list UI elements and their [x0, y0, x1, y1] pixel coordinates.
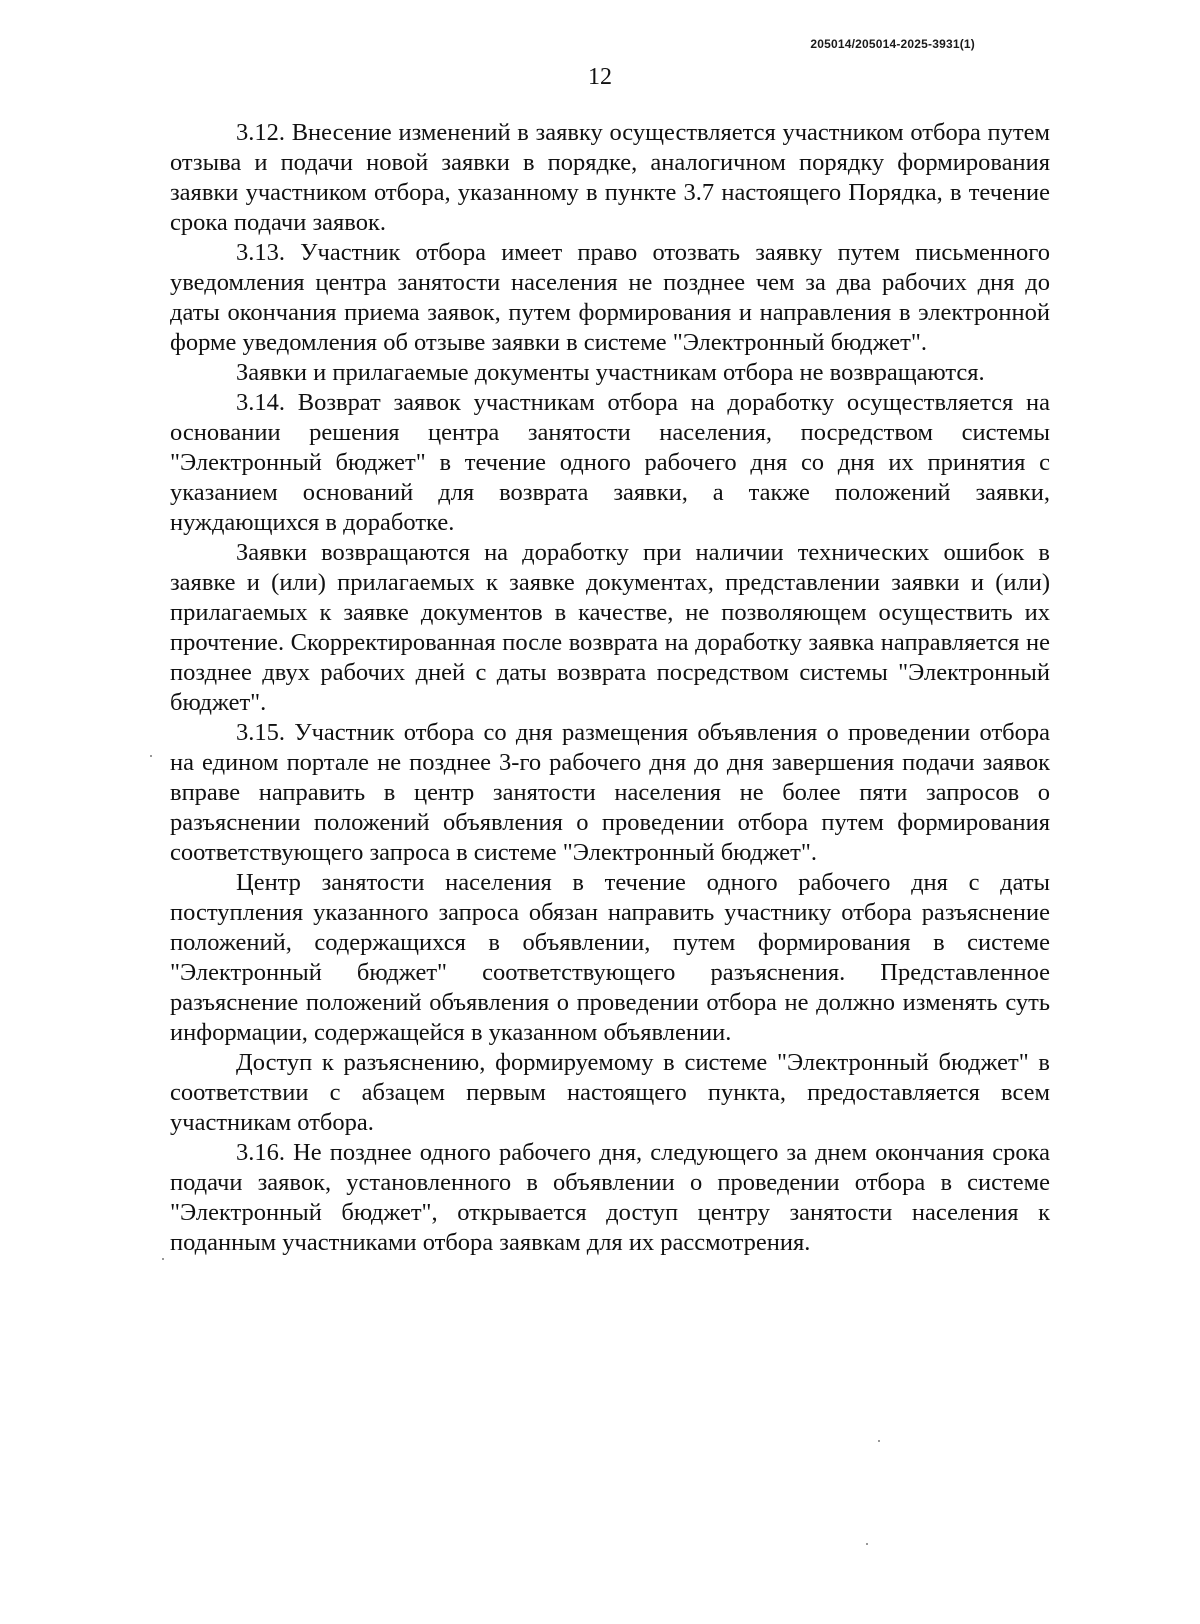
paragraph-3-14: 3.14. Возврат заявок участникам отбора на доработку осуществляется на основании решения центра занятости населения, посредством системы "Электронный бюджет" в течение одного рабочего дня со дня их принятия с указанием оснований для возврата заявки, а также положений заявки, нуждающихся в доработке.	[170, 389, 1050, 536]
document-registration-number: 205014/205014-2025-3931(1)	[810, 37, 975, 51]
paragraph-3-15-response: Центр занятости населения в течение одного рабочего дня с даты поступления указанного запроса обязан направить участнику отбора разъяснение положений, содержащихся в объявлении, путем формирования в системе "Электронный бюджет" соответствующего разъяснения. Представленное разъяснение положений объявления о проведении отбора не должно изменять суть информации, содержащейся в указанном объявлении.	[170, 869, 1050, 1046]
paragraph-3-13-note: Заявки и прилагаемые документы участникам отбора не возвращаются.	[236, 359, 985, 386]
paragraph-3-12: 3.12. Внесение изменений в заявку осуществляется участником отбора путем отзыва и подачи новой заявки в порядке, аналогичном порядку формирования заявки участником отбора, указанному в пункте 3.7 настоящего Порядка, в течение срока подачи заявок.	[170, 119, 1050, 236]
scan-speck	[150, 755, 152, 757]
document-body	[170, 118, 1050, 1258]
page-number: 12	[588, 64, 612, 90]
scan-speck	[866, 1543, 868, 1545]
paragraph-3-15-access: Доступ к разъяснению, формируемому в системе "Электронный бюджет" в соответствии с абзацем первым настоящего пункта, предоставляется всем участникам отбора.	[170, 1049, 1050, 1136]
paragraph-3-13: 3.13. Участник отбора имеет право отозвать заявку путем письменного уведомления центра занятости населения не позднее чем за два рабочих дня до даты окончания приема заявок, путем формирования и направления в электронной форме уведомления об отзыве заявки в системе "Электронный бюджет".	[170, 239, 1050, 356]
paragraph-3-14-details: Заявки возвращаются на доработку при наличии технических ошибок в заявке и (или) прилагаемых к заявке документах, представлении заявки и (или) прилагаемых к заявке документов в качестве, не позволяющем осуществить их прочтение. Скорректированная после возврата на доработку заявка направляется не позднее двух рабочих дней с даты возврата посредством системы "Электронный бюджет".	[170, 539, 1050, 716]
scan-speck	[878, 1440, 880, 1442]
paragraph-3-16: 3.16. Не позднее одного рабочего дня, следующего за днем окончания срока подачи заявок, установленного в объявлении о проведении отбора в системе "Электронный бюджет", открывается доступ центру занятости населения к поданным участниками отбора заявкам для их рассмотрения.	[170, 1139, 1050, 1256]
scan-speck	[162, 1258, 164, 1260]
paragraph-3-15: 3.15. Участник отбора со дня размещения объявления о проведении отбора на едином портале не позднее 3-го рабочего дня до дня завершения подачи заявок вправе направить в центр занятости населения не более пяти запросов о разъяснении положений объявления о проведении отбора путем формирования соответствующего запроса в системе "Электронный бюджет".	[170, 719, 1050, 866]
